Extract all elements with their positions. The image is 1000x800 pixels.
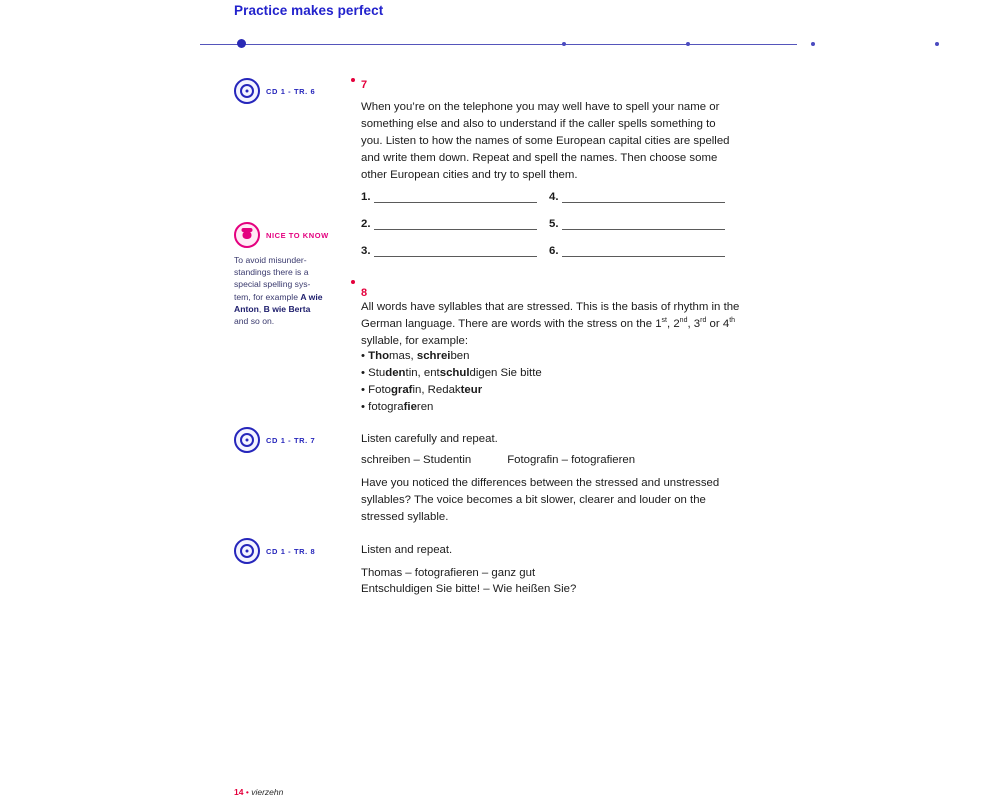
ntk-text-bold: B wie Berta <box>263 303 311 314</box>
audio-marker-label: CD 1 - TR. 8 <box>266 546 316 556</box>
audio-cd-icon <box>234 538 260 564</box>
answer-input-line-5[interactable] <box>562 217 725 230</box>
timeline-dot-4 <box>686 42 690 46</box>
word-pair-2: Fotografin – fotografieren <box>507 454 636 466</box>
footer-separator: • <box>245 787 249 797</box>
track7-followup: Have you noticed the differences between the stressed and unstressed syllables? The voice becomes a bit slower, clearer and louder on the stressed syllable. <box>361 477 720 523</box>
timeline-dot-3 <box>562 42 566 46</box>
exercise-7-answer-grid <box>361 190 737 271</box>
stressed-syllable: teur <box>460 383 483 396</box>
nice-to-know-title: NICE TO KNOW <box>266 230 329 240</box>
ntk-text-part: , <box>258 303 264 314</box>
stressed-syllable: graf <box>390 383 413 396</box>
exercise-8-line-3a: or 4 <box>709 317 730 330</box>
track8-instruction: Listen and repeat. <box>361 544 453 556</box>
track7-instruction: Listen carefully and repeat. <box>361 433 498 445</box>
answer-number: 5. <box>549 218 559 230</box>
stressed-syllable: fie <box>403 400 417 413</box>
audio-marker-cd-1-tr-6[interactable] <box>234 78 315 104</box>
ntk-text-part: and so on. <box>234 316 275 327</box>
plain-syllable: ren <box>416 400 434 413</box>
answer-input-line-2[interactable] <box>374 217 537 230</box>
stressed-syllable: Tho <box>368 350 390 362</box>
word-pair-1: schreiben – Studentin <box>361 454 472 466</box>
bullet-glyph: • <box>361 350 369 362</box>
exercise-8-line-2a: the German language. There are words with the stress on the 1 <box>361 301 740 330</box>
ordinal-sup-1: st <box>661 317 667 325</box>
answer-cell-1[interactable] <box>361 190 549 203</box>
exercise-8-bullet <box>351 280 355 284</box>
answer-number: 4. <box>549 191 559 203</box>
stressed-syllable: schul <box>439 366 470 379</box>
example-item-3 <box>361 382 542 399</box>
stressed-syllable: schrei <box>416 350 451 362</box>
audio-marker-label: CD 1 - TR. 6 <box>266 86 316 96</box>
answer-cell-4[interactable] <box>549 190 737 203</box>
page-footer <box>234 787 283 797</box>
nice-to-know-header <box>234 222 330 248</box>
ordinal-sup-3: rd <box>700 317 707 325</box>
example-item-4 <box>361 399 542 416</box>
bullet-glyph: • <box>361 400 369 413</box>
bullet-glyph: • <box>361 383 369 396</box>
nice-to-know-text <box>234 254 326 327</box>
example-item-1 <box>361 348 542 365</box>
exercise-8-line-3b: syllable, for example: <box>361 334 468 347</box>
answer-input-line-4[interactable] <box>562 190 725 203</box>
nice-to-know-box <box>234 222 330 327</box>
audio-cd-icon <box>234 427 260 453</box>
plain-syllable: mas, <box>389 350 417 362</box>
exercise-7-number: 7 <box>361 79 368 91</box>
answer-number: 3. <box>361 245 371 257</box>
audio-cd-icon <box>234 78 260 104</box>
audio-marker-label: CD 1 - TR. 7 <box>266 435 316 445</box>
plain-syllable: Stu <box>368 366 386 379</box>
exercise-7-instruction: When you’re on the telephone you may well have to spell your name or something else and also to understand if the caller spells something to you. Listen to how the names of some European capital cities are spelled and write them down. Repeat and spell the names. Then choose some other European cities and try to spell them. <box>361 101 730 181</box>
answer-input-line-3[interactable] <box>374 244 537 257</box>
answer-row <box>361 217 737 230</box>
plain-syllable: tin, ent <box>405 366 440 379</box>
timeline-dot-1 <box>237 39 246 48</box>
exercise-8-line-1: All words have syllables that are stressed. This is the basis of rhythm in <box>361 301 721 313</box>
exercise-8-example-list <box>361 348 542 416</box>
answer-number: 6. <box>549 245 559 257</box>
ordinal-sup-4: th <box>729 317 736 325</box>
exercise-7-bullet <box>351 78 355 82</box>
ntk-text-part: To avoid misunder-standings there is a special spelling sys-tem, for example <box>234 255 311 302</box>
exercise-8-instruction <box>361 299 741 350</box>
answer-number: 2. <box>361 218 371 230</box>
audio-marker-cd-1-tr-8[interactable] <box>234 538 315 564</box>
plain-syllable: ben <box>450 350 470 362</box>
page-title: Practice makes perfect <box>234 3 384 18</box>
plain-syllable: fotogra <box>368 400 404 413</box>
page-number: 14 <box>234 787 244 797</box>
example-item-2 <box>361 365 542 382</box>
unit-progress-timeline <box>200 43 797 45</box>
track8-line-2: Entschuldigen Sie bitte! – Wie heißen Sie? <box>361 583 577 595</box>
timeline-dot-6 <box>935 42 939 46</box>
answer-input-line-6[interactable] <box>562 244 725 257</box>
plain-syllable: in, Redak <box>412 383 461 396</box>
answer-cell-5[interactable] <box>549 217 737 230</box>
answer-row <box>361 190 737 203</box>
page-number-word: vierzehn <box>251 787 284 797</box>
answer-cell-3[interactable] <box>361 244 549 257</box>
exercise-8-number: 8 <box>361 287 368 299</box>
stressed-syllable: den <box>385 366 406 379</box>
answer-input-line-1[interactable] <box>374 190 537 203</box>
track8-line-1: Thomas – fotografieren – ganz gut <box>361 567 536 579</box>
plain-syllable: digen Sie bitte <box>469 366 542 379</box>
answer-cell-2[interactable] <box>361 217 549 230</box>
exercise-8-line-2c: , 3 <box>687 317 701 330</box>
answer-cell-6[interactable] <box>549 244 737 257</box>
plain-syllable: Foto <box>368 383 391 396</box>
exercise-8-line-2b: , 2 <box>667 317 680 330</box>
answer-number: 1. <box>361 191 371 203</box>
bullet-glyph: • <box>361 366 369 379</box>
ordinal-sup-2: nd <box>679 317 688 325</box>
lightbulb-icon <box>234 222 260 248</box>
answer-row <box>361 244 737 257</box>
timeline-line <box>200 44 797 45</box>
ntk-text-bold: A wie Anton <box>234 291 323 314</box>
track7-word-pairs <box>361 454 635 466</box>
timeline-dot-5 <box>811 42 815 46</box>
audio-marker-cd-1-tr-7[interactable] <box>234 427 315 453</box>
